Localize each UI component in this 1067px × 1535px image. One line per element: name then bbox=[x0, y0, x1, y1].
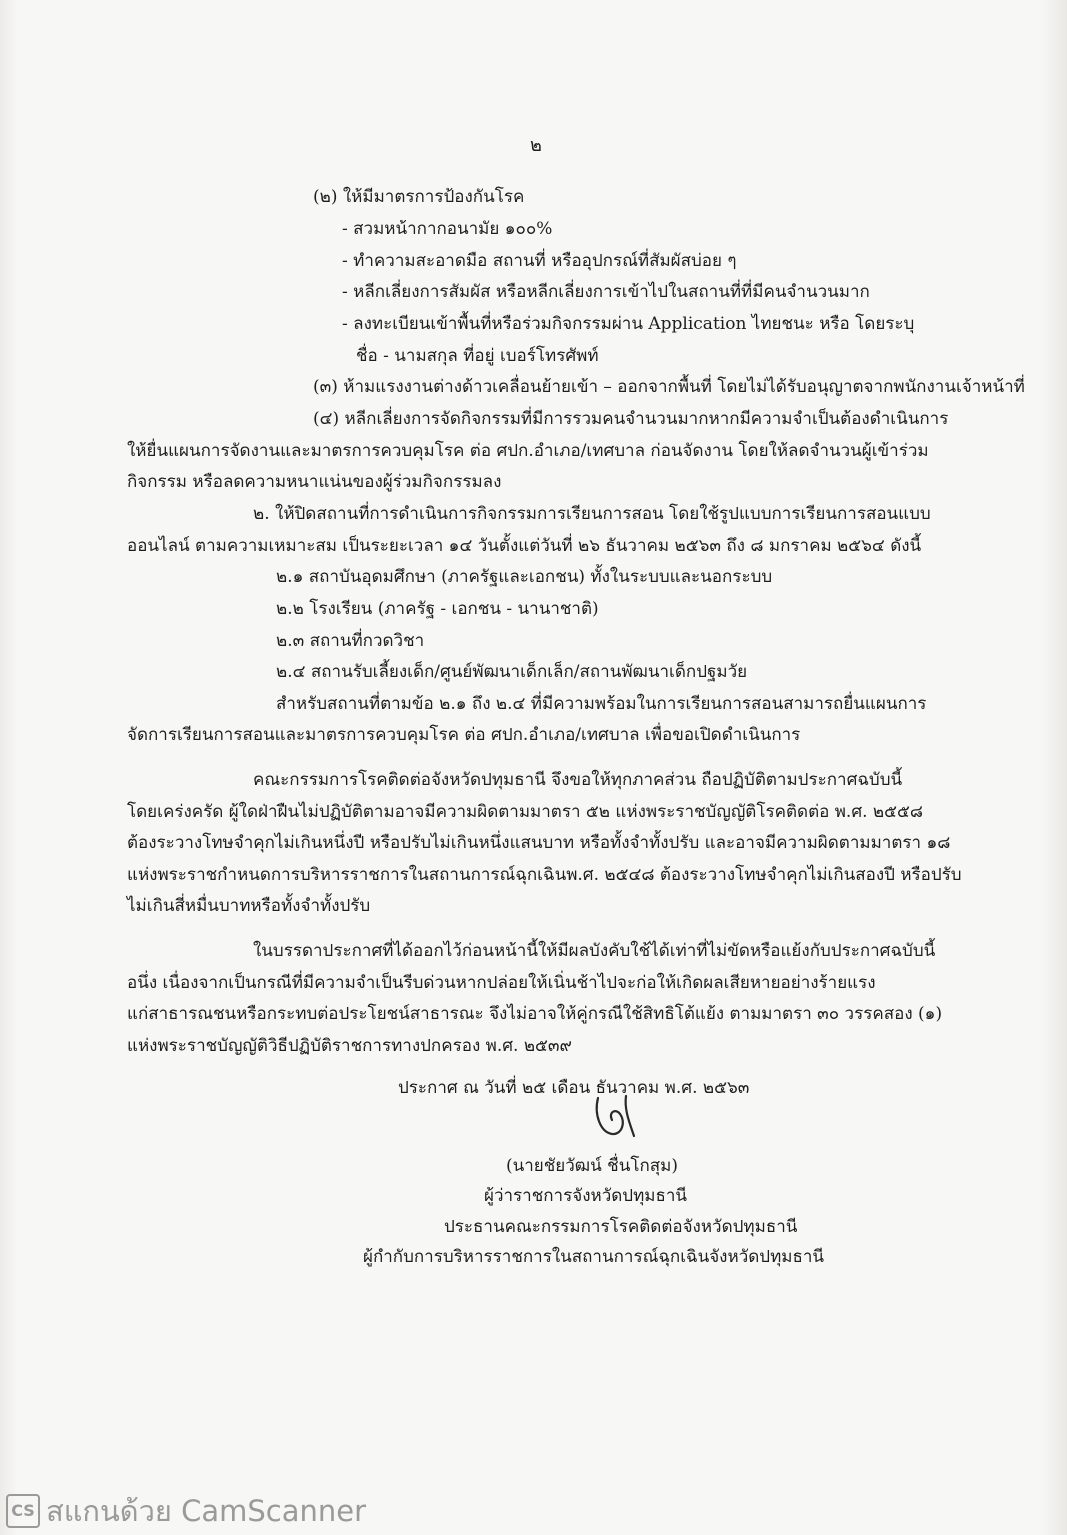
clause-2-note: สำหรับสถานที่ตามข้อ ๒.๑ ถึง ๒.๔ ที่มีความพร้อมในการเรียนการสอนสามารถยื่นแผนการ bbox=[276, 694, 927, 714]
item-2-heading: (๒) ให้มีมาตรการป้องกันโรค bbox=[313, 187, 525, 207]
bullet-mask: - สวมหน้ากากอนามัย ๑๐๐% bbox=[342, 219, 553, 239]
clause-2: ๒. ให้ปิดสถานที่การดำเนินการกิจกรรมการเรียนการสอน โดยใช้รูปแบบการเรียนการสอนแบบ bbox=[253, 504, 931, 524]
bullet-avoid-crowds: - หลีกเลี่ยงการสัมผัส หรือหลีกเลี่ยงการเข้าไปในสถานที่ที่มีคนจำนวนมาก bbox=[342, 282, 870, 302]
penalty-paragraph-1: คณะกรรมการโรคติดต่อจังหวัดปทุมธานี จึงขอให้ทุกภาคส่วน ถือปฏิบัติตามประกาศฉบับนี้ bbox=[253, 770, 903, 790]
penalty-paragraph-5: ไม่เกินสี่หมื่นบาทหรือทั้งจำทั้งปรับ bbox=[127, 896, 371, 916]
signer-title-emergency: ผู้กำกับการบริหารราชการในสถานการณ์ฉุกเฉินจังหวัดปทุมธานี bbox=[363, 1247, 825, 1267]
final-paragraph-4: แห่งพระราชบัญญัติวิธีปฏิบัติราชการทางปกครอง พ.ศ. ๒๕๓๙ bbox=[127, 1036, 572, 1056]
clause-2-3: ๒.๓ สถานที่กวดวิชา bbox=[276, 631, 425, 651]
penalty-paragraph-3: ต้องระวางโทษจำคุกไม่เกินหนึ่งปี หรือปรับไม่เกินหนึ่งแสนบาท หรือทั้งจำทั้งปรับ และอาจมีความผิดตามมาตรา ๑๘ bbox=[127, 833, 951, 853]
penalty-paragraph-4: แห่งพระราชกำหนดการบริหารราชการในสถานการณ์ฉุกเฉินพ.ศ. ๒๕๔๘ ต้องระวางโทษจำคุกไม่เกินสองปี หรือปรับ bbox=[127, 865, 962, 885]
clause-2-1: ๒.๑ สถาบันอุดมศึกษา (ภาครัฐและเอกชน) ทั้งในระบบและนอกระบบ bbox=[276, 567, 773, 587]
bullet-register: - ลงทะเบียนเข้าพื้นที่หรือร่วมกิจกรรมผ่าน Application ไทยชนะ หรือ โดยระบุ bbox=[342, 314, 915, 334]
item-3: (๓) ห้ามแรงงานต่างด้าวเคลื่อนย้ายเข้า – ออกจากพื้นที่ โดยไม่ได้รับอนุญาตจากพนักงานเจ้าหน้าที่ bbox=[313, 377, 1025, 397]
final-paragraph-1: ในบรรดาประกาศที่ได้ออกไว้ก่อนหน้านี้ให้มีผลบังคับใช้ได้เท่าที่ไม่ขัดหรือแย้งกับประกาศฉบับนี้ bbox=[253, 941, 936, 961]
final-paragraph-3: แก่สาธารณชนหรือกระทบต่อประโยชน์สาธารณะ จึงไม่อาจให้คู่กรณีใช้สิทธิโต้แย้ง ตามมาตรา ๓๐ วรรคสอง (๑) bbox=[127, 1004, 943, 1024]
signer-name: (นายชัยวัฒน์ ชื่นโกสุม) bbox=[506, 1156, 678, 1176]
item-4: (๔) หลีกเลี่ยงการจัดกิจกรรมที่มีการรวมคนจำนวนมากหากมีความจำเป็นต้องดำเนินการ bbox=[313, 409, 949, 429]
bullet-clean: - ทำความสะอาดมือ สถานที่ หรืออุปกรณ์ที่สัมผัสบ่อย ๆ bbox=[342, 251, 737, 271]
announcement-date: ประกาศ ณ วันที่ ๒๕ เดือน ธันวาคม พ.ศ. ๒๕๖๓ bbox=[398, 1078, 750, 1098]
signer-title-governor: ผู้ว่าราชการจังหวัดปทุมธานี bbox=[484, 1186, 688, 1206]
clause-2-2: ๒.๒ โรงเรียน (ภาครัฐ - เอกชน - นานาชาติ) bbox=[276, 599, 599, 619]
final-paragraph-2: อนึ่ง เนื่องจากเป็นกรณีที่มีความจำเป็นรีบด่วนหากปล่อยให้เนิ่นช้าไปจะก่อให้เกิดผลเสียหายอย่างร้ายแรง bbox=[127, 973, 876, 993]
clause-2-cont: ออนไลน์ ตามความเหมาะสม เป็นระยะเวลา ๑๔ วันตั้งแต่วันที่ ๒๖ ธันวาคม ๒๕๖๓ ถึง ๘ มกราคม ๒๕๖๔ ดังนี้ bbox=[127, 536, 922, 556]
signer-title-committee-chair: ประธานคณะกรรมการโรคติดต่อจังหวัดปทุมธานี bbox=[444, 1217, 798, 1237]
penalty-paragraph-2: โดยเคร่งครัด ผู้ใดฝ่าฝืนไม่ปฏิบัติตามอาจมีความผิดตามมาตรา ๕๒ แห่งพระราชบัญญัติโรคติดต่อ พ.ศ. ๒๕๕๘ bbox=[127, 802, 923, 822]
item-4-cont-2: กิจกรรม หรือลดความหนาแน่นของผู้ร่วมกิจกรรมลง bbox=[127, 472, 502, 492]
item-4-cont-1: ให้ยื่นแผนการจัดงานและมาตรการควบคุมโรค ต่อ ศปก.อำเภอ/เทศบาล ก่อนจัดงาน โดยให้ลดจำนวนผู้เข้าร่วม bbox=[127, 441, 929, 461]
signature-mark bbox=[590, 1092, 650, 1142]
page-number: ๒ bbox=[530, 135, 542, 156]
clause-2-4: ๒.๔ สถานรับเลี้ยงเด็ก/ศูนย์พัฒนาเด็กเล็ก/สถานพัฒนาเด็กปฐมวัย bbox=[276, 662, 748, 682]
camscanner-logo-icon: CS bbox=[6, 1494, 40, 1528]
bullet-register-cont: ชื่อ - นามสกุล ที่อยู่ เบอร์โทรศัพท์ bbox=[356, 346, 599, 366]
clause-2-note-cont: จัดการเรียนการสอนและมาตรการควบคุมโรค ต่อ ศปก.อำเภอ/เทศบาล เพื่อขอเปิดดำเนินการ bbox=[127, 725, 801, 745]
camscanner-watermark-text: สแกนด้วย CamScanner bbox=[46, 1494, 367, 1528]
camscanner-watermark bbox=[6, 1488, 366, 1534]
